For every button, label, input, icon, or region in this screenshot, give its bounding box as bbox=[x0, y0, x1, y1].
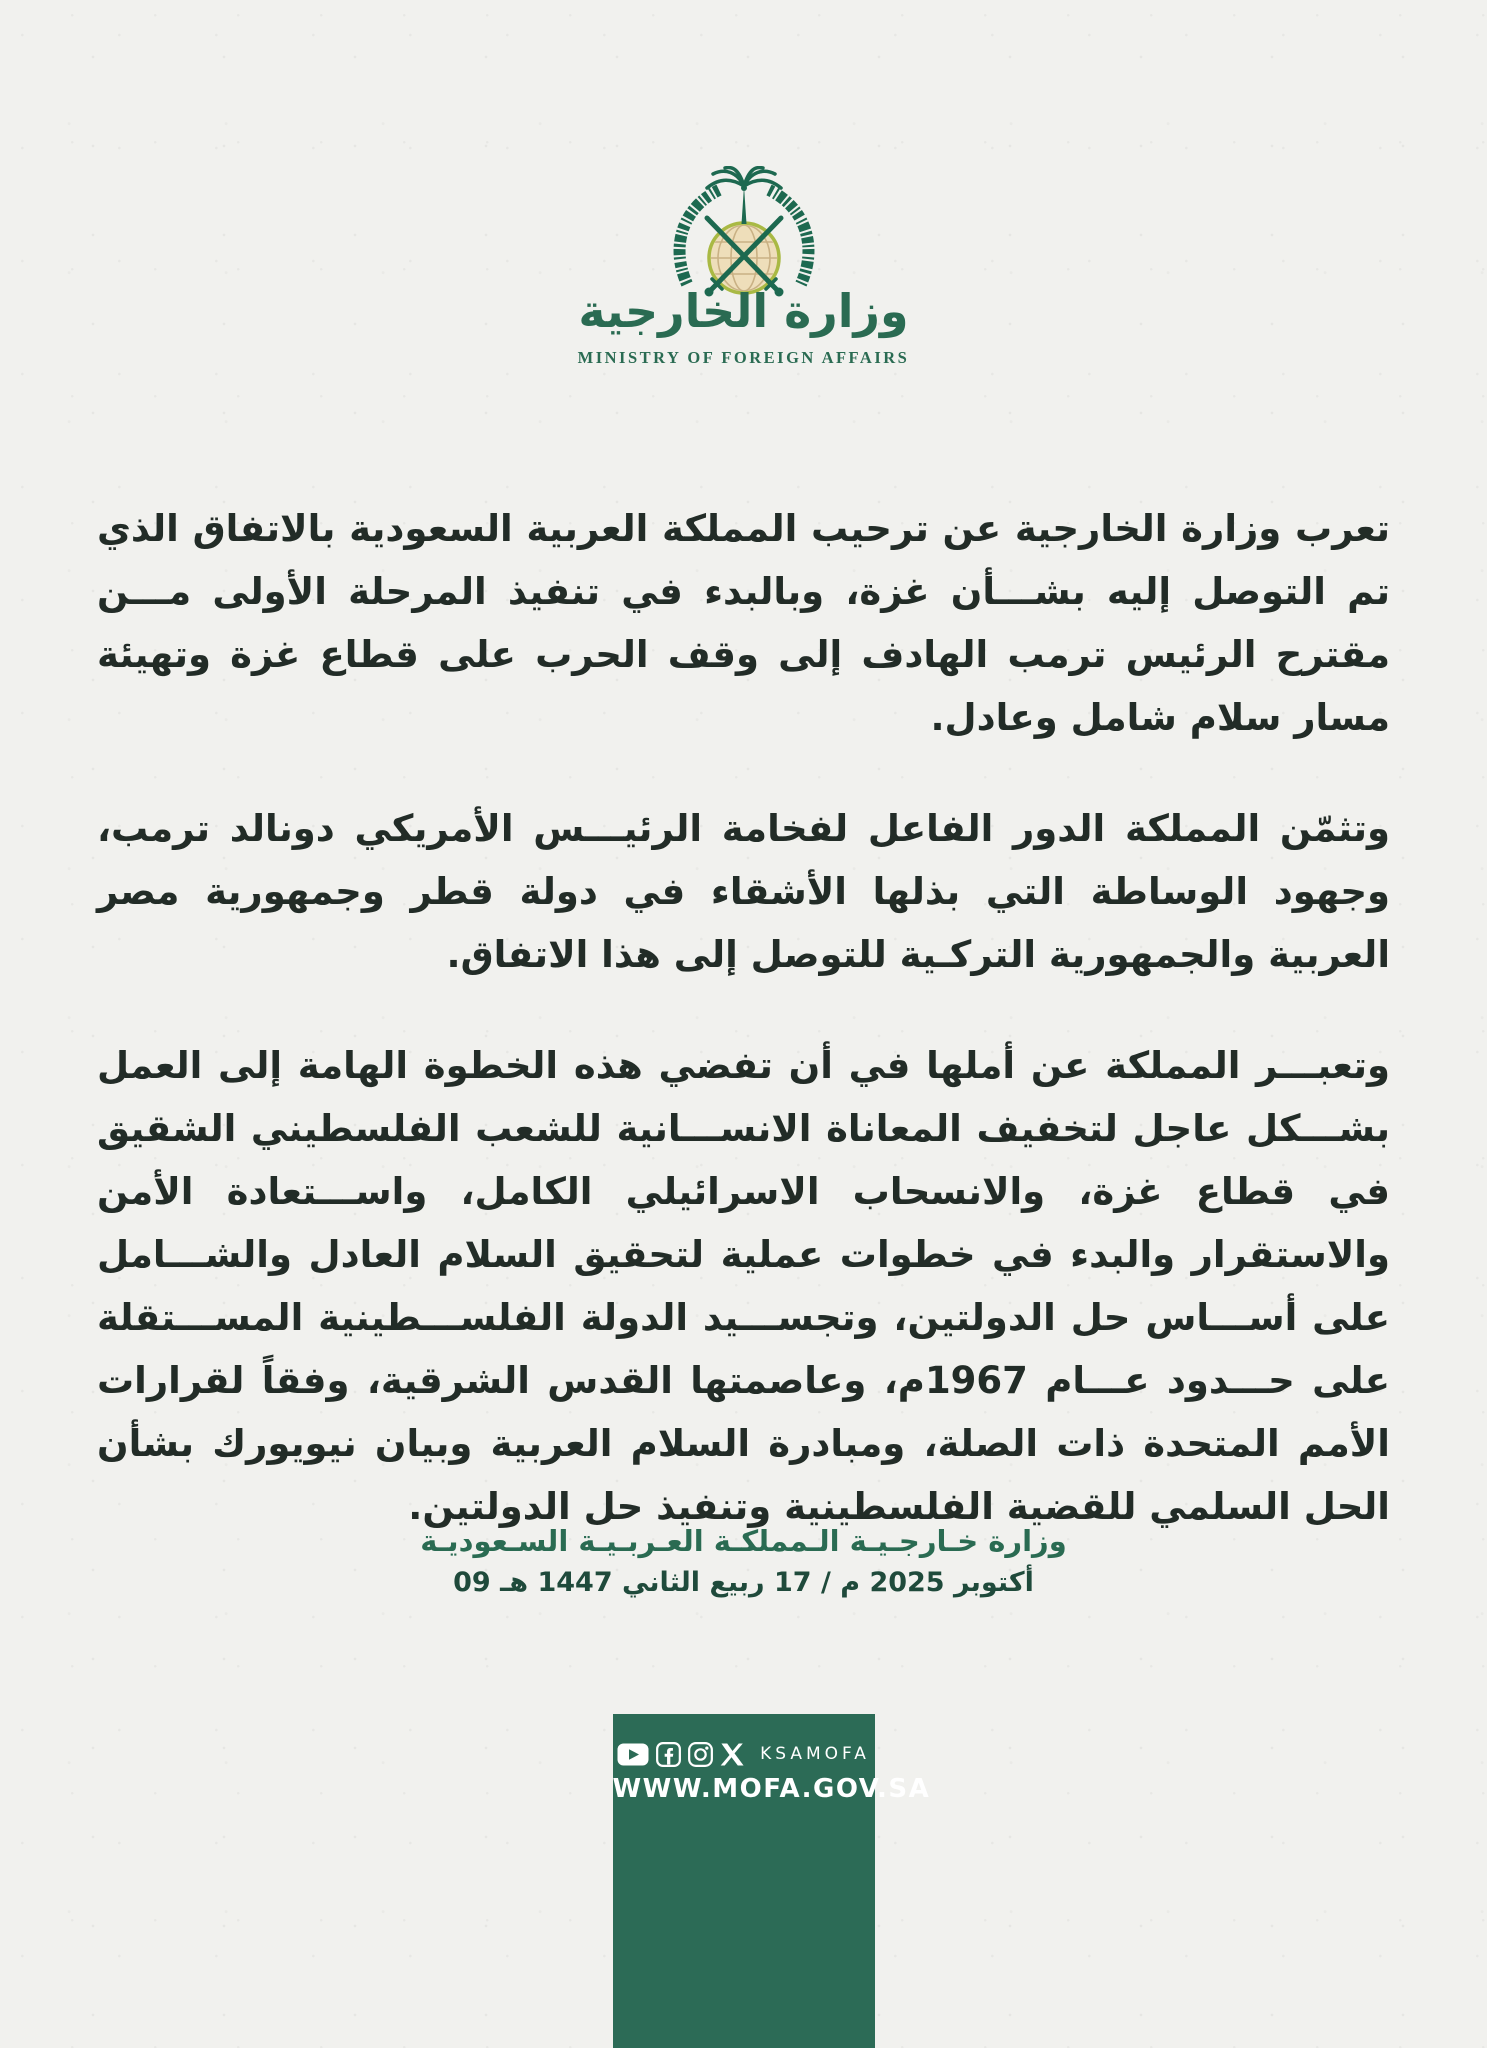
mofa-emblem-icon bbox=[649, 166, 839, 298]
footer-banner bbox=[612, 1714, 931, 2048]
youtube-icon bbox=[617, 1743, 649, 1766]
website-url: WWW.MOFA.GOV.SA bbox=[612, 1774, 931, 1804]
ministry-arabic-logotype: وزارة الخارجية bbox=[578, 284, 909, 338]
signature-line: وزارة خـارجـيـة الـمملكـة العـربـيـة السـعوديـة bbox=[420, 1524, 1067, 1558]
instagram-icon bbox=[688, 1742, 713, 1767]
x-icon bbox=[720, 1742, 745, 1767]
social-handle: KSAMOFA bbox=[760, 1744, 870, 1764]
statement-paragraph-2: وتثمّن المملكة الدور الفاعل لفخامة الرئيـــس الأمريكي دونالد ترمب، وجهود الوساطة التي بذلها الأشقاء في دولة قطر وجمهورية مصر العربية والجمهورية التركـية للتوصل إلى هذا الاتفاق. bbox=[97, 807, 1390, 976]
statement-body bbox=[97, 497, 1390, 1538]
statement-paragraph-3: وتعبـــر المملكة عن أملها في أن تفضي هذه الخطوة الهامة إلى العمل بشـــكل عاجل لتخفيف المعاناة الانســـانية للشعب الفلسطيني الشقيق في قطاع غزة، والانسحاب الاسرائيلي الكامل، واســـتعادة الأمن والاستقرار والبدء في خطوات عملية لتحقيق السلام العادل والشـــامل على أســـاس حل الدولتين، وتجســـيد الدولة الفلســـطينية المســـتقلة على حـــدود عـــام 1967م، وعاصمتها القدس الشرقية، وفقاً لقرارات الأمم المتحدة ذات الصلة، ومبادرة السلام العربية وبيان نيويورك بشأن الحل السلمي للقضية الفلسطينية وتنفيذ حل الدولتين. bbox=[97, 1044, 1390, 1528]
date-line: 09 أكتوبر 2025 م / 17 ربيع الثاني 1447 هـ bbox=[453, 1567, 1034, 1598]
ministry-english-caption: MINISTRY OF FOREIGN AFFAIRS bbox=[577, 348, 910, 367]
statement-paragraph-1: تعرب وزارة الخارجية عن ترحيب المملكة العربية السعودية بالاتفاق الذي تم التوصل إليه بشـــأن غزة، وبالبدء في تنفيذ المرحلة الأولى مـــن مقترح الرئيس ترمب الهادف إلى وقف الحرب على قطاع غزة وتهيئة مسار سلام شامل وعادل. bbox=[97, 507, 1390, 739]
social-icons-row bbox=[613, 1741, 875, 1767]
facebook-icon bbox=[656, 1742, 681, 1767]
